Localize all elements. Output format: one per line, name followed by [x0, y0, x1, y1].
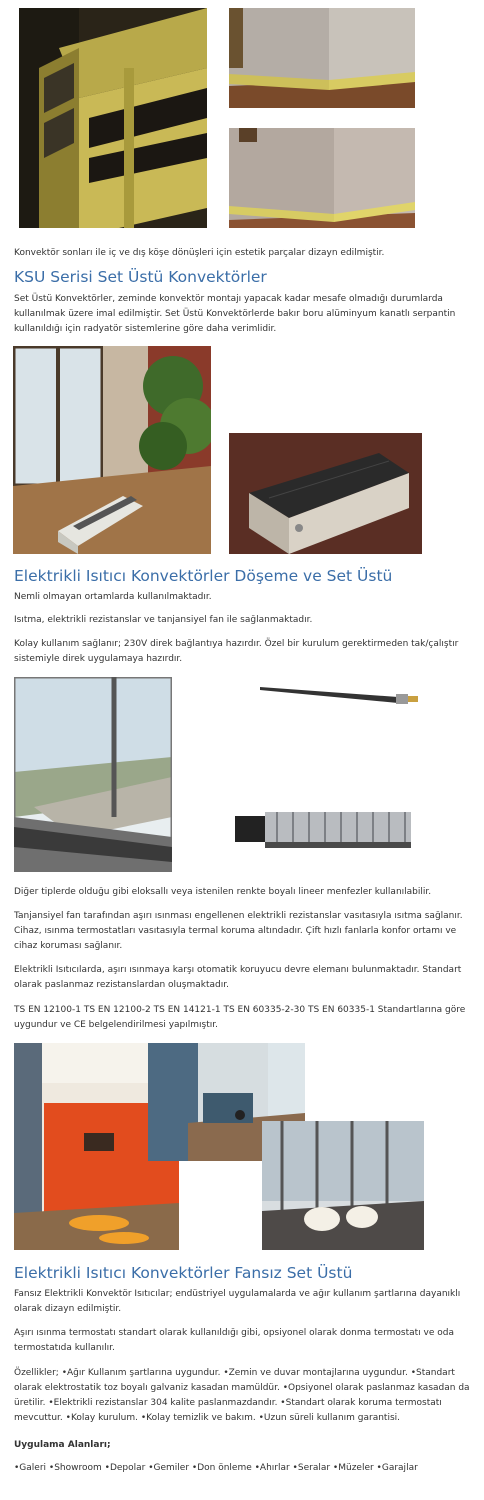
electric-para-1: Nemli olmayan ortamlarda kullanılmaktadır.	[14, 592, 212, 602]
caption-top: Konvektör sonları ile iç ve dış köşe dönüşleri için estetik parçalar dizayn edilmiştir.	[14, 248, 385, 258]
tangential-fan-image	[233, 798, 413, 860]
ksu-convector-product-image	[229, 433, 422, 554]
corner-piece-image-2	[229, 128, 415, 228]
heating-element-image	[258, 683, 420, 713]
fanless-features: Özellikler; •Ağır Kullanım şartlarına uygundur. •Zemin ve duvar montajlarına uygundur. •Standart olarak elektrostatik toz boyalı galvaniz kasadan mamüldür. •Opsiyonel olarak paslanmaz kasadan da üretilir. •Elektrikli rezistanslar 304 kalite paslanmazdandır. •Standart olarak koruma termostatı mevcuttur. •Kolay kurulum. •Kolay temizlik ve bakım. •Uzun süreli kullanım garantisi.	[14, 1368, 470, 1423]
section-heading-fanless: Elektrikli Isıtıcı Konvektörler Fansız Set Üstü	[14, 1264, 353, 1282]
electric-para-4: Diğer tiplerde olduğu gibi eloksallı veya istenilen renkte boyalı lineer menfezler kullanılabilir.	[14, 887, 432, 897]
fanless-para-1: Fansız Elektrikli Konvektör Isıtıcılar; endüstriyel uygulamalarda ve ağır kullanım şartlarına dayanıklı olarak dizayn edilmiştir.	[14, 1289, 461, 1314]
electric-para-2: Isıtma, elektrikli rezistanslar ve tanjansiyel fan ile sağlanmaktadır.	[14, 615, 313, 625]
section-heading-ksu: KSU Serisi Set Üstü Konvektörler	[14, 268, 267, 286]
usage-title: Uygulama Alanları;	[14, 1440, 111, 1450]
office-window-chairs-image	[262, 1121, 424, 1250]
electric-para-5: Tanjansiyel fan tarafından aşırı ısınması engellenen elektrikli rezistanslar vasıtasıyla ısıtma sağlanır. Cihaz, ısınma termostatları vasıtasıyla termal koruma altındadır. Çift hızlı fanlarla konfor ortamı ve cihaz koruması sağlanır.	[14, 911, 463, 951]
corner-piece-image-1	[229, 8, 415, 108]
fanless-para-2: Aşırı ısınma termostatı standart olarak kullanıldığı gibi, opsiyonel olarak donma termostatı ve oda termostatıda kullanılır.	[14, 1328, 454, 1353]
usage-list: •Galeri •Showroom •Depolar •Gemiler •Don önleme •Ahırlar •Seralar •Müzeler •Garajlar	[14, 1463, 418, 1473]
ksu-room-convector-image	[13, 346, 211, 554]
convector-profile-closeup-image	[19, 8, 207, 228]
electric-para-7: TS EN 12100-1 TS EN 12100-2 TS EN 14121-1 TS EN 60335-2-30 TS EN 60335-1 Standartlarına göre uygundur ve CE belgelendirilmesi yapılmıştır.	[14, 1005, 466, 1030]
electric-para-6: Elektrikli Isıtıcılarda, aşırı ısınmaya karşı otomatik koruyucu devre elemanı bulunmaktadır. Standart olarak paslanmaz rezistanslardan oluşmaktadır.	[14, 965, 462, 990]
electric-para-3: Kolay kullanım sağlanır; 230V direk bağlantıya hazırdır. Özel bir kurulum gerektirmeden tak/çalıştır sistemiyle direk uygulamaya hazırdır.	[14, 639, 459, 664]
ksu-description: Set Üstü Konvektörler, zeminde konvektör montajı yapacak kadar mesafe olmadığı durumlarda kullanılmak üzere imal edilmiştir. Set Üstü Konvektörlerde bakır boru alüminyum kanatlı serpantin kullanıldığı için radyatör sistemlerine göre daha verimlidir.	[14, 294, 456, 334]
section-heading-electric-floor: Elektrikli Isıtıcı Konvektörler Döşeme ve Set Üstü	[14, 567, 393, 585]
floor-grille-window-image	[14, 677, 172, 872]
